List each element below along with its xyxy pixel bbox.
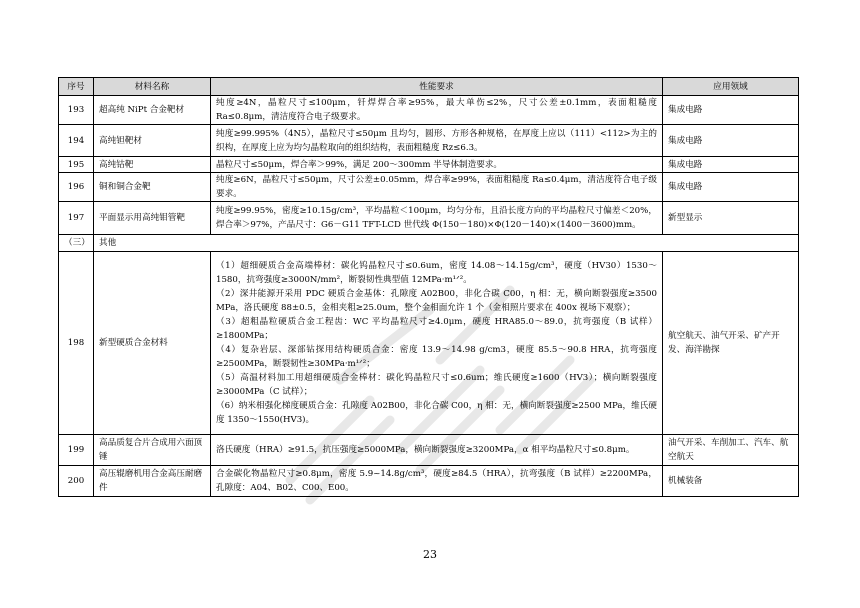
- row-number: （三）: [59, 235, 94, 252]
- materials-table: [58, 77, 799, 497]
- performance-requirements: [211, 96, 663, 125]
- table-row: [59, 466, 799, 497]
- performance-requirements: [211, 252, 663, 435]
- application-field: 油气开采、车削加工、汽车、航空航天: [663, 435, 799, 466]
- performance-requirements: [211, 435, 663, 466]
- performance-line: 纯度≥4N，晶粒尺寸≤100μm，钎焊焊合率≥95%，最大单伤≤2%，尺寸公差±0.1mm，表面粗糙度 Ra≤0.8μm，清洁度符合电子级要求。: [216, 98, 657, 122]
- table-row: [59, 173, 799, 202]
- header-performance: 性能要求: [211, 78, 663, 96]
- material-name: 高纯钴靶: [94, 157, 211, 173]
- table-row: [59, 252, 799, 435]
- material-name: 新型硬质合金材料: [94, 252, 211, 435]
- material-name: 高纯钽靶材: [94, 125, 211, 157]
- performance-requirements: [211, 202, 663, 235]
- application-field: 集成电路: [663, 96, 799, 125]
- performance-requirements: [211, 173, 663, 202]
- table-row: [59, 157, 799, 173]
- header-material-name: 材料名称: [94, 78, 211, 96]
- performance-requirements: [211, 125, 663, 157]
- performance-line: （1）超细硬质合金高端棒材：碳化钨晶粒尺寸≤0.6um，密度 14.08～14.15g/cm³，硬度（HV30）1530～1580，抗弯强度≥3000N/mm²，断裂韧性典型值 12MPa·m¹ᐟ²。: [216, 261, 657, 285]
- material-name: 平面显示用高纯钼管靶: [94, 202, 211, 235]
- table-row: [59, 96, 799, 125]
- application-field: 机械装备: [663, 466, 799, 497]
- performance-line: （2）深井能源开采用 PDC 硬质合金基体：孔隙度 A02B00，非化合碳 C00，η 相：无，横向断裂强度≥3500 MPa，洛氏硬度 88±0.5，金相夹粗≥25.0um，整个金相面允许 1 个（金相照片要求在 400x 视场下观察）；: [216, 289, 657, 313]
- performance-line: （4）复杂岩层、深部钻探用结构硬质合金：密度 13.9～14.98 g/cm3，硬度 85.5～90.8 HRA，抗弯强度≥2500MPa，断裂韧性≥30MPa·m¹ᐟ²；: [216, 345, 657, 369]
- application-field: 航空航天、油气开采、矿产开发、海洋勘探: [663, 252, 799, 435]
- application-field: 新型显示: [663, 202, 799, 235]
- performance-line: （6）纳米相强化梯度硬质合金：孔隙度 A02B00，非化合碳 C00，η 相：无，横向断裂强度≥2500 MPa，维氏硬度 1350～1550(HV3)。: [216, 401, 657, 425]
- row-number: 194: [59, 125, 94, 157]
- material-name: 铜和铜合金靶: [94, 173, 211, 202]
- row-number: 198: [59, 252, 94, 435]
- performance-line: 洛氏硬度（HRA）≥91.5，抗压强度≥5000MPa，横向断裂强度≥3200MPa，α 相平均晶粒尺寸≤0.8μm。: [216, 445, 635, 455]
- material-name: 高压辊磨机用合金高压耐磨件: [94, 466, 211, 497]
- header-number: 序号: [59, 78, 94, 96]
- performance-line: 纯度≥6N，晶粒尺寸≤50μm，尺寸公差±0.05mm，焊合率≥99%，表面粗糙度 Ra≤0.4μm，清洁度符合电子级要求。: [216, 175, 657, 199]
- row-number: 200: [59, 466, 94, 497]
- performance-line: 合金碳化物晶粒尺寸≥0.8μm，密度 5.9~14.8g/cm³，硬度≥84.5（HRA），抗弯强度（B 试样）≥2200MPa，孔隙度：A04、B02、C00、E00。: [216, 469, 657, 493]
- material-name: 高品质复合片合成用六面顶锤: [94, 435, 211, 466]
- application-field: 集成电路: [663, 173, 799, 202]
- table-row: [59, 125, 799, 157]
- performance-line: （3）超粗晶粒硬质合金工程齿：WC 平均晶粒尺寸≥4.0μm，硬度 HRA85.0～89.0，抗弯强度（B 试样）≥1800MPa；: [216, 317, 657, 341]
- material-name: 超高纯 NiPt 合金靶材: [94, 96, 211, 125]
- table-row: [59, 202, 799, 235]
- application-field: 集成电路: [663, 157, 799, 173]
- table-header-row: [59, 78, 799, 96]
- performance-requirements: [211, 466, 663, 497]
- header-application: 应用领域: [663, 78, 799, 96]
- row-number: 196: [59, 173, 94, 202]
- page-number: 23: [423, 548, 437, 561]
- application-field: 集成电路: [663, 125, 799, 157]
- performance-line: 晶粒尺寸≤50μm，焊合率＞99%，满足 200～300mm 半导体制造要求。: [216, 159, 503, 170]
- row-number: 199: [59, 435, 94, 466]
- row-number: 195: [59, 157, 94, 173]
- section-title: 其他: [94, 235, 799, 252]
- performance-line: 纯度≥99.995%（4N5），晶粒尺寸≤50μm 且均匀，圆形、方形各种规格，在厚度上应以（111）<112>为主的织构，在厚度上应为均匀晶粒取向的组织结构，表面粗糙度 Rz≤6.3。: [216, 128, 657, 153]
- performance-requirements: [211, 157, 663, 173]
- row-number: 193: [59, 96, 94, 125]
- table-row: [59, 435, 799, 466]
- performance-line: （5）高温材料加工用超细硬质合金棒材：碳化钨晶粒尺寸≤0.6um；维氏硬度≥1600（HV3）；横向断裂强度≥3000MPa（C 试样）；: [216, 373, 657, 397]
- section-row: [59, 235, 799, 252]
- row-number: 197: [59, 202, 94, 235]
- performance-line: 纯度≥99.95%，密度≥10.15g/cm³，平均晶粒＜100μm，均匀分布，且沿长度方向的平均晶粒尺寸偏差＜20%，焊合率＞97%，产品尺寸：G6－G11 TFT-LCD 世代线 Φ(150－180)×Φ(120－140)×(1400－3600)mm。: [216, 206, 657, 230]
